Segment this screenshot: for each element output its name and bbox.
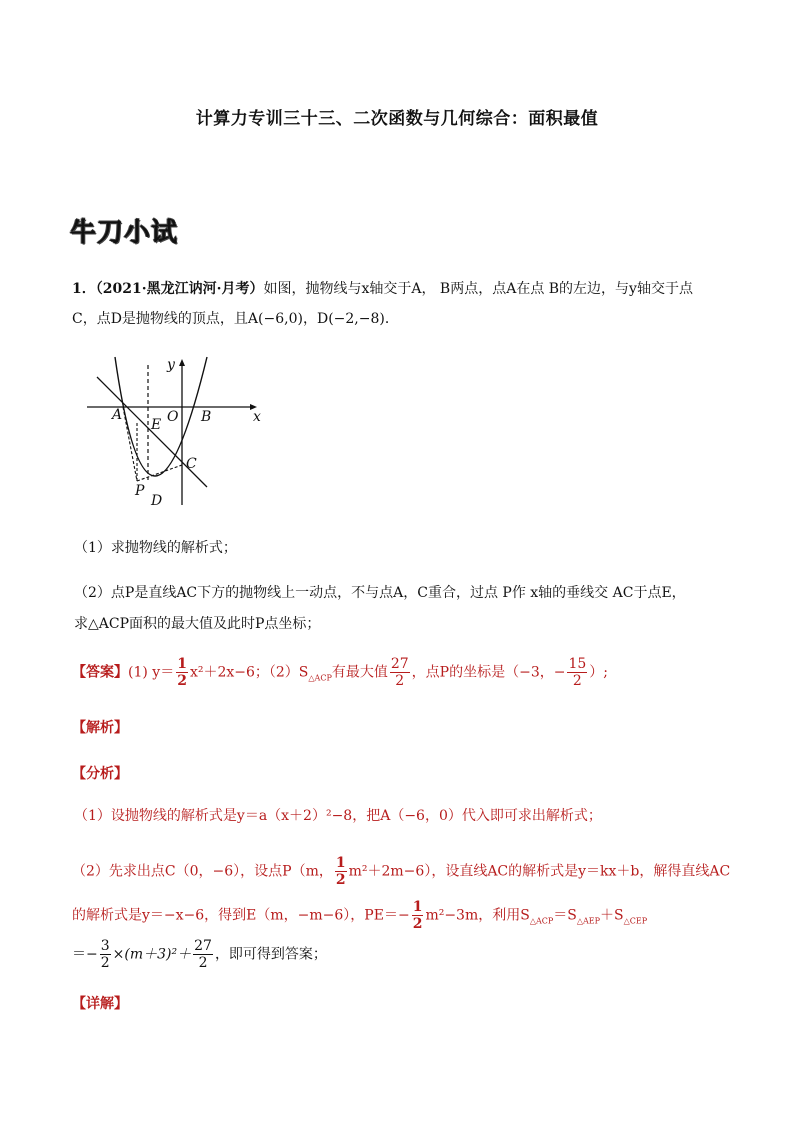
analysis-p3-fraction — [412, 899, 424, 932]
analysis-p2-frac-den: 2 — [335, 872, 346, 888]
answer-coord: ，点P的坐标是（−3，− — [411, 664, 566, 681]
analysis-p2-fraction — [335, 855, 347, 888]
label-p: P — [135, 483, 145, 499]
analysis-p3-b: m²−3m，利用S — [425, 907, 530, 924]
segment-ap — [123, 407, 137, 481]
answer-sub: △ACP — [308, 673, 332, 683]
answer-coord-end: ）; — [589, 664, 609, 681]
analysis-p4-a: ＝− — [72, 946, 98, 963]
detail-label: 【详解】 — [72, 996, 128, 1012]
page-title: 计算力专训三十三、二次函数与几何综合：面积最值 — [195, 109, 599, 129]
label-x: x — [253, 409, 261, 425]
analysis-p3 — [72, 899, 647, 932]
answer-coord-num: 15 — [568, 656, 587, 672]
analysis-p3-sub2: △AEP — [576, 916, 601, 926]
analysis-p2-frac-num: 1 — [335, 855, 346, 871]
analysis-p3-frac-num: 1 — [412, 899, 423, 915]
analysis-p4-frac1-num: 3 — [100, 938, 110, 954]
analysis-p4-fraction-2 — [193, 938, 213, 971]
question-2-line-1: （2）点P是直线AC下方的抛物线上一动点，不与点A，C重合，过点 P作 x轴的垂线交 AC于点E， — [74, 585, 686, 601]
question-1: （1）求抛物线的解析式； — [74, 540, 237, 556]
analysis-p4 — [72, 938, 327, 971]
problem-number: 1． — [72, 281, 96, 297]
label-c: C — [186, 456, 197, 472]
answer-fraction-1 — [176, 656, 188, 689]
analysis-p1: （1）设抛物线的解析式是y＝a（x＋2）²−8，把A（−6，0）代入即可求出解析式； — [74, 808, 602, 824]
problem-line-1 — [72, 279, 693, 299]
analysis-p4-frac2-num: 27 — [194, 938, 212, 954]
answer-label: 【答案】 — [72, 664, 128, 681]
analysis-p4-frac1-den: 2 — [100, 955, 110, 971]
label-e: E — [151, 417, 162, 433]
answer-coord-fraction — [567, 656, 587, 689]
analysis-p4-c: ，即可得到答案； — [214, 946, 327, 963]
analysis-label: 【解析】 — [72, 720, 128, 736]
fenxi-label: 【分析】 — [72, 766, 128, 782]
problem-line-2: C，点D是抛物线的顶点，且A(−6,0)，D(−2,−8)． — [72, 311, 399, 327]
y-axis-arrow — [179, 359, 185, 366]
answer-frac1-den: 2 — [177, 673, 187, 689]
answer-part1-suffix: x²＋2x−6；（2）S — [189, 664, 309, 681]
analysis-p3-sub3: △CEP — [623, 916, 648, 926]
analysis-p2-b: m²＋2m−6），设直线AC的解析式是y＝kx＋b，解得直线AC — [348, 863, 731, 880]
answer-max-den: 2 — [395, 673, 405, 689]
analysis-p3-d: ＋S — [600, 907, 624, 924]
answer-line — [72, 656, 608, 689]
section-heading: 牛刀小试 — [70, 218, 179, 248]
analysis-p4-b: ×(m＋3)²＋ — [112, 946, 192, 963]
analysis-p3-a: 的解析式是y＝−x−6，得到E（m，−m−6），PE＝− — [72, 907, 410, 924]
answer-frac1-num: 1 — [177, 656, 187, 672]
analysis-p3-c: ＝S — [553, 907, 577, 924]
label-b: B — [201, 409, 212, 425]
label-y: y — [167, 357, 175, 373]
answer-part1-prefix: (1) y＝ — [128, 664, 175, 681]
label-d: D — [151, 493, 163, 509]
problem-text-1: 如图，抛物线与x轴交于A， B两点，点A在点 B的左边，与y轴交于点 — [263, 281, 693, 297]
analysis-p4-frac2-den: 2 — [198, 955, 208, 971]
analysis-p3-frac-den: 2 — [412, 916, 423, 932]
answer-coord-den: 2 — [572, 673, 582, 689]
answer-part2: 有最大值 — [331, 664, 388, 681]
analysis-p2 — [72, 855, 730, 888]
label-o: O — [167, 409, 179, 425]
parabola-figure — [85, 355, 270, 515]
answer-max-num: 27 — [390, 656, 409, 672]
analysis-p2-a: （2）先求出点C（0，−6），设点P（m， — [72, 863, 333, 880]
answer-max-fraction — [390, 656, 410, 689]
question-2-line-2: 求△ACP面积的最大值及此时P点坐标； — [74, 616, 321, 632]
label-a: A — [112, 407, 123, 423]
analysis-p4-fraction-1 — [100, 938, 111, 971]
analysis-p3-sub1: △ACP — [529, 916, 554, 926]
problem-source: （2021·黑龙江讷河·月考） — [95, 281, 264, 297]
